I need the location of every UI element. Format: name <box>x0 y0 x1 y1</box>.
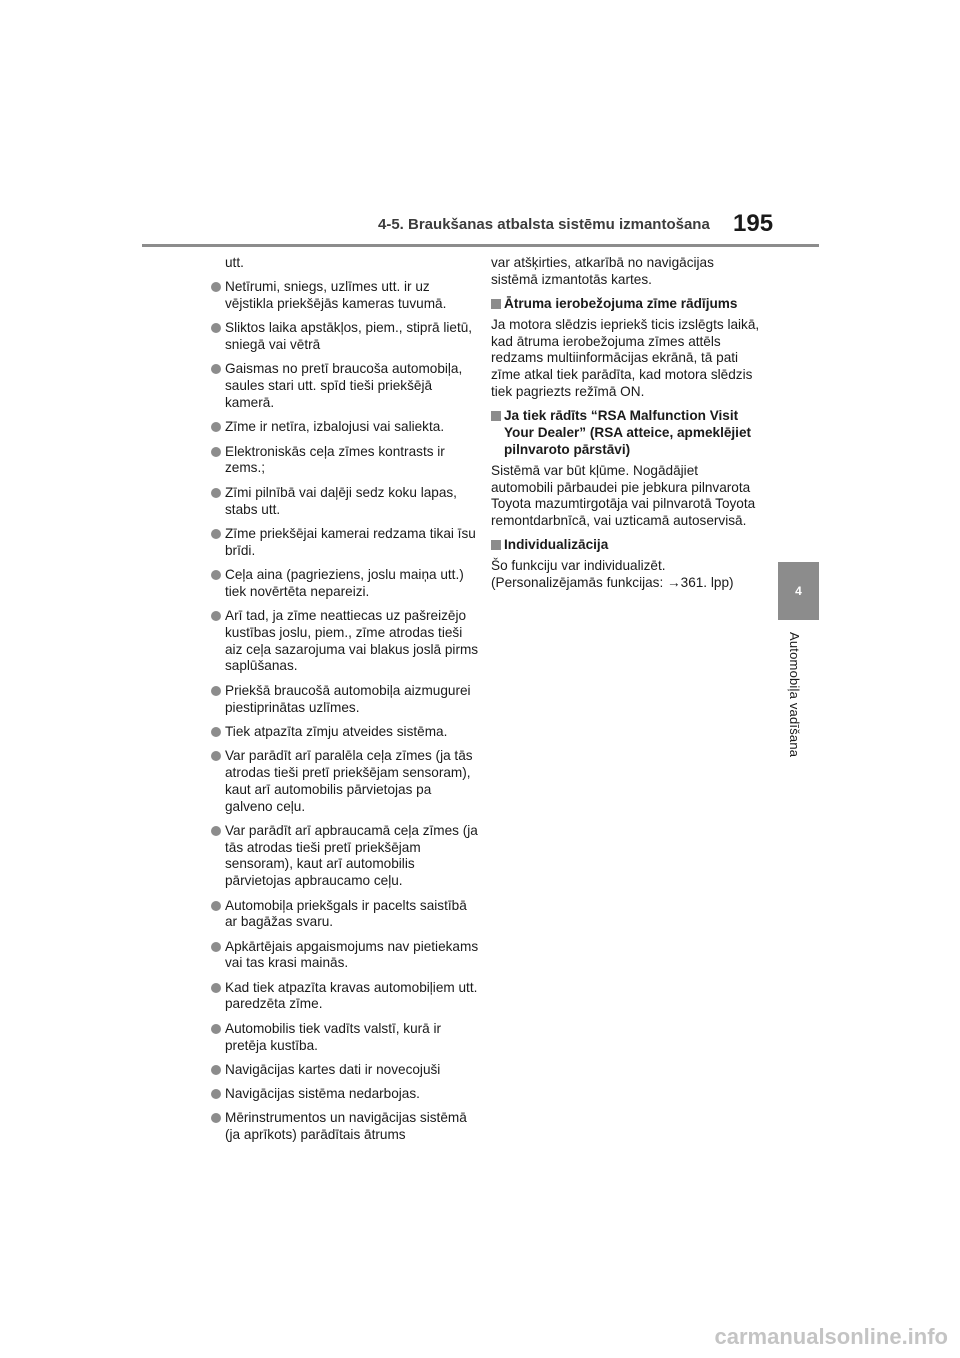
list-item <box>211 444 481 478</box>
section-heading-text: Individualizācija <box>504 537 609 553</box>
list-item-text: Apkārtējais apgaismojums nav pietiekams vai tas krasi mainās. <box>225 938 479 971</box>
bullet-icon <box>211 901 221 911</box>
list-item-text: Automobilis tiek vadīts valstī, kurā ir pretēja kustība. <box>225 1020 442 1053</box>
list-item <box>211 724 481 741</box>
list-item-text: Zīme priekšējai kamerai redzama tikai īsu brīdi. <box>225 525 476 558</box>
list-item <box>211 279 481 313</box>
list-item-text: Ceļa aina (pagrieziens, joslu maiņa utt.) tiek novērtēta nepareizi. <box>225 566 464 599</box>
list-item <box>211 939 481 973</box>
bullet-icon <box>211 570 221 580</box>
bullet-icon <box>211 447 221 457</box>
list-item <box>211 898 481 932</box>
list-item-text: Automobiļa priekšgals ir pacelts saistībā ar bagāžas svaru. <box>225 897 467 930</box>
page-number: 195 <box>733 210 774 237</box>
left-column <box>211 255 481 1152</box>
chapter-tab[interactable] <box>778 562 819 620</box>
list-item <box>211 1086 481 1103</box>
section-title: 4-5. Braukšanas atbalsta sistēmu izmantošana <box>378 216 710 233</box>
square-bullet-icon <box>491 540 501 550</box>
bullet-icon <box>211 1024 221 1034</box>
list-item <box>211 485 481 519</box>
chapter-number: 4 <box>795 584 802 598</box>
bullet-icon <box>211 529 221 539</box>
bullet-icon <box>211 364 221 374</box>
list-item <box>211 361 481 411</box>
section-heading <box>491 296 761 313</box>
section-body: Šo funkciju var individualizēt. (Personalizējamās funkcijas: →361. lpp) <box>491 558 734 591</box>
bullet-icon <box>211 422 221 432</box>
list-item-text: Zīme ir netīra, izbalojusi vai saliekta. <box>225 419 445 435</box>
list-item <box>211 1110 481 1144</box>
section-heading-text: Ātruma ierobežojuma zīme rādījums <box>504 296 738 312</box>
list-item <box>211 1062 481 1079</box>
bullet-icon <box>211 1065 221 1075</box>
bullet-icon <box>211 751 221 761</box>
section-body: Sistēmā var būt kļūme. Nogādājiet automobili pārbaudei pie jebkura pilnvarota Toyota mazumtirgotāja vai pilnvarotā Toyota remontdarbnīcā, vai uzticamā autoservisā. <box>491 462 756 529</box>
bullet-icon <box>211 686 221 696</box>
list-item <box>211 526 481 560</box>
list-item-text: Kad tiek atpazīta kravas automobiļiem utt. paredzēta zīme. <box>225 979 478 1012</box>
bullet-icon <box>211 942 221 952</box>
chapter-label: Automobiļa vadīšana <box>787 632 802 758</box>
list-item-text: Var parādīt arī apbraucamā ceļa zīmes (ja tās atrodas tieši pretī priekšējam sensoram), kaut arī automobilis pārvietojas apbraucamo ceļu. <box>225 822 478 889</box>
list-item-text: Netīrumi, sniegs, uzlīmes utt. ir uz vējstikla priekšējās kameras tuvumā. <box>225 279 447 312</box>
list-item-text: Sliktos laika apstākļos, piem., stiprā lietū, sniegā vai vētrā <box>225 320 473 353</box>
section-list <box>491 296 761 592</box>
bullet-icon <box>211 727 221 737</box>
list-item-text: Mērinstrumentos un navigācijas sistēmā (ja aprīkots) parādītais ātrums <box>225 1110 467 1143</box>
list-item-text: Arī tad, ja zīme neattiecas uz pašreizējo kustības joslu, piem., zīme atrodas tieši aiz ceļa sazarojuma vai blakus joslā pirms saplūšanas. <box>225 608 479 674</box>
bullet-icon <box>211 1089 221 1099</box>
list-item <box>211 419 481 436</box>
section-heading-text: Ja tiek rādīts “RSA Malfunction Visit Your Dealer” (RSA atteice, apmeklējiet pilnvaroto pārstāvi) <box>504 408 752 457</box>
list-item <box>211 683 481 717</box>
list-item <box>211 320 481 354</box>
list-item <box>211 1021 481 1055</box>
square-bullet-icon <box>491 299 501 309</box>
list-item <box>211 567 481 601</box>
section-heading <box>491 408 761 458</box>
continuation-text: var atšķirties, atkarībā no navigācijas sistēmā izmantotās kartes. <box>491 255 714 287</box>
watermark: carmanualsonline.info <box>714 1324 948 1349</box>
list-item-text: Navigācijas kartes dati ir novecojuši <box>225 1061 441 1077</box>
bullet-list <box>211 279 481 1144</box>
right-column <box>491 255 761 599</box>
bullet-icon <box>211 282 221 292</box>
list-item-text: Elektroniskās ceļa zīmes kontrasts ir zems.; <box>225 443 445 476</box>
continuation-text: utt. <box>225 255 244 270</box>
list-item-text: Tiek atpazīta zīmju atveides sistēma. <box>225 723 448 739</box>
list-item-text: Navigācijas sistēma nedarbojas. <box>225 1086 420 1102</box>
bullet-icon <box>211 488 221 498</box>
square-bullet-icon <box>491 411 501 421</box>
list-item-text: Zīmi pilnībā vai daļēji sedz koku lapas, stabs utt. <box>225 484 457 517</box>
section-heading <box>491 537 761 554</box>
list-item-text: Priekšā braucošā automobiļa aizmugurei piestiprinātas uzlīmes. <box>225 682 471 715</box>
list-item-text: Var parādīt arī paralēla ceļa zīmes (ja tās atrodas tieši pretī priekšējam sensoram), kaut arī automobilis pārvietojas pa galveno ceļu. <box>225 748 473 814</box>
bullet-icon <box>211 611 221 621</box>
bullet-icon <box>211 1113 221 1123</box>
bullet-icon <box>211 826 221 836</box>
bullet-icon <box>211 983 221 993</box>
header-divider <box>142 244 819 247</box>
section-body: Ja motora slēdzis iepriekš ticis izslēgts laikā, kad ātruma ierobežojuma zīmes attēls redzams multiinformācijas ekrānā, tā pati zīme atkal tiek parādīta, kad motora slēdzis tiek pagriezts režīmā ON. <box>491 316 760 400</box>
list-item <box>211 748 481 815</box>
list-item <box>211 980 481 1014</box>
list-item-text: Gaismas no pretī braucoša automobiļa, saules stari utt. spīd tieši priekšējā kamerā. <box>225 361 463 411</box>
bullet-icon <box>211 323 221 333</box>
list-item <box>211 608 481 675</box>
list-item <box>211 823 481 890</box>
